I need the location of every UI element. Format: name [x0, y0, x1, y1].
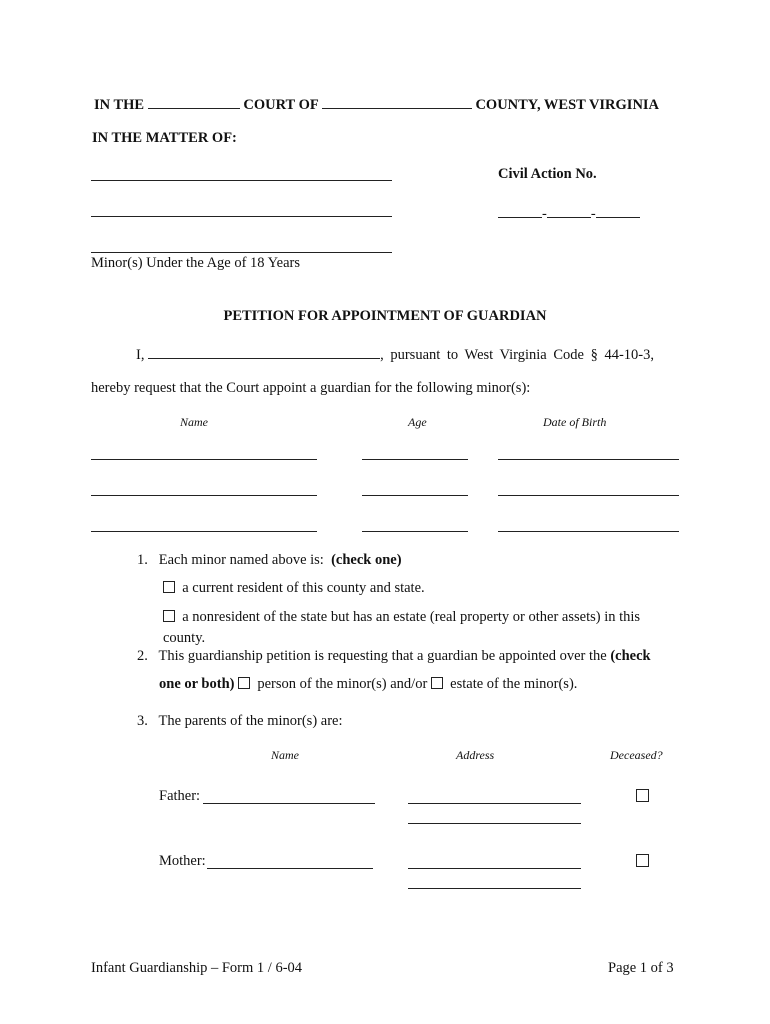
item-2-number: 2. [137, 648, 148, 664]
minor-name-line-1[interactable] [91, 180, 392, 181]
footer-page-number: Page 1 of 3 [608, 960, 674, 976]
item-1-number: 1. [137, 552, 148, 568]
father-name-field[interactable] [203, 803, 375, 804]
civil-action-number-field[interactable]: - - [498, 203, 640, 223]
father-deceased-checkbox[interactable] [636, 789, 649, 802]
mother-address-line-1[interactable] [408, 868, 581, 869]
col-header-dob: Date of Birth [543, 415, 607, 429]
item-1-bold: (check one) [331, 552, 402, 568]
option-resident [163, 580, 425, 597]
mother-label: Mother: [159, 853, 206, 869]
option-nonresident-text: a nonresident of the state but has an estate (real property or other assets) in this [182, 609, 641, 625]
parent-col-name: Name [271, 748, 299, 762]
court-name-field[interactable] [148, 94, 240, 109]
estate-text: estate of the minor(s). [450, 676, 578, 692]
minors-caption: Minor(s) Under the Age of 18 Years [91, 255, 301, 271]
minor-name-line-3[interactable] [91, 252, 392, 253]
petition-title: PETITION FOR APPOINTMENT OF GUARDIAN [223, 308, 547, 324]
item-2-bold-2: one or both) [159, 676, 235, 692]
item-3 [137, 713, 343, 730]
minor-2-dob[interactable] [498, 495, 679, 496]
footer-form-id: Infant Guardianship – Form 1 / 6-04 [91, 960, 303, 976]
option-nonresident-cont: county. [163, 630, 206, 646]
intro-pursuant: , pursuant to West Virginia Code § 44-10-3, [380, 347, 654, 363]
in-the-text: IN THE [94, 97, 145, 113]
person-text: person of the minor(s) and/or [257, 676, 428, 692]
item-2 [137, 648, 651, 665]
minor-1-name[interactable] [91, 459, 317, 460]
matter-label: IN THE MATTER OF: [92, 130, 237, 146]
item-2-options [159, 676, 577, 693]
parent-col-address: Address [456, 748, 495, 762]
minor-3-dob[interactable] [498, 531, 679, 532]
civil-action-label: Civil Action No. [498, 166, 597, 182]
county-name-field[interactable] [322, 94, 472, 109]
intro-i: I, [136, 347, 145, 363]
father-address-line-1[interactable] [408, 803, 581, 804]
estate-checkbox[interactable] [431, 677, 443, 689]
col-header-age: Age [408, 415, 427, 429]
mother-deceased-checkbox[interactable] [636, 854, 649, 867]
item-3-number: 3. [137, 713, 148, 729]
petitioner-name-field[interactable] [148, 344, 380, 359]
item-1-text: Each minor named above is: [158, 552, 324, 568]
resident-checkbox[interactable] [163, 581, 175, 593]
minor-name-line-2[interactable] [91, 216, 392, 217]
county-state-text: COUNTY, WEST VIRGINIA [475, 97, 660, 113]
minor-3-name[interactable] [91, 531, 317, 532]
father-label: Father: [159, 788, 201, 804]
col-header-name: Name [180, 415, 208, 429]
minor-1-age[interactable] [362, 459, 468, 460]
minor-3-age[interactable] [362, 531, 468, 532]
intro-request: hereby request that the Court appoint a guardian for the following minor(s): [91, 380, 531, 396]
nonresident-checkbox[interactable] [163, 610, 175, 622]
item-3-text: The parents of the minor(s) are: [158, 713, 343, 729]
mother-name-field[interactable] [207, 868, 373, 869]
court-of-text: COURT OF [243, 97, 319, 113]
person-checkbox[interactable] [238, 677, 250, 689]
court-header [94, 94, 659, 114]
minor-1-dob[interactable] [498, 459, 679, 460]
minor-2-age[interactable] [362, 495, 468, 496]
mother-address-line-2[interactable] [408, 888, 581, 889]
option-resident-text: a current resident of this county and state. [182, 580, 425, 596]
item-2-text: This guardianship petition is requesting that a guardian be appointed over the [158, 648, 607, 664]
parent-col-deceased: Deceased? [610, 748, 663, 762]
item-1 [137, 552, 402, 569]
item-2-bold-1: (check [610, 648, 651, 664]
petitioner-line [136, 344, 654, 364]
minor-2-name[interactable] [91, 495, 317, 496]
father-address-line-2[interactable] [408, 823, 581, 824]
option-nonresident [163, 609, 640, 626]
